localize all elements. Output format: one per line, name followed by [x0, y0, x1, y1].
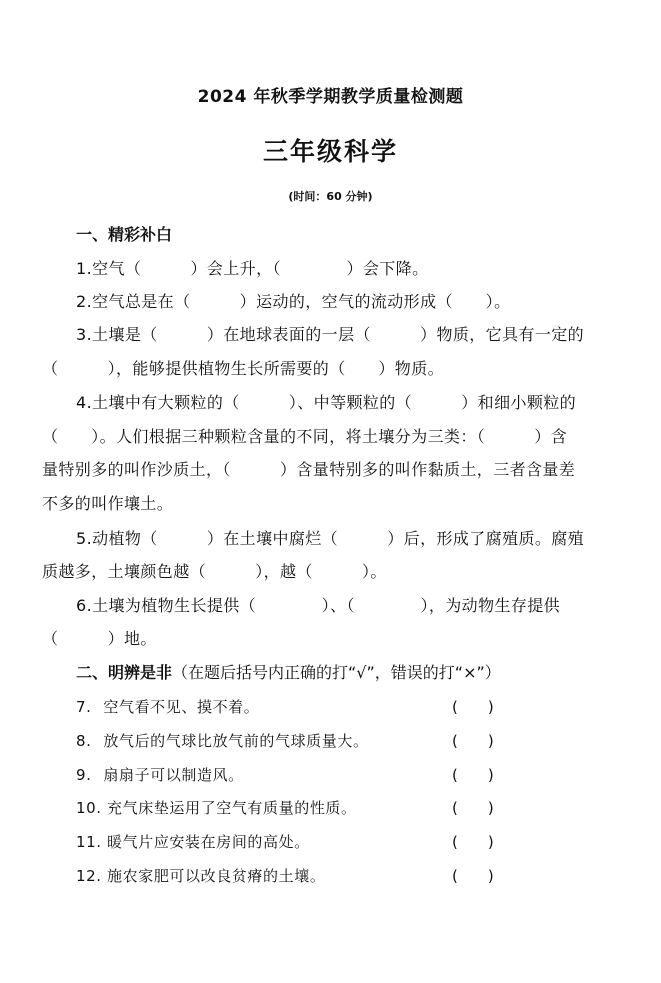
item-text: 暖气片应安装在房间的高处。: [107, 833, 310, 851]
answer-bracket-12[interactable]: ( ): [452, 867, 494, 885]
item-text: 扇扇子可以制造风。: [103, 766, 244, 784]
item-number: 12.: [76, 867, 102, 885]
section-2-heading: 二、明辨是非: [76, 663, 173, 682]
item-number: 10.: [76, 799, 102, 817]
question-1: 1.空气（ ）会上升，（ ）会下降。: [76, 259, 429, 278]
subject-title: 三年级科学: [262, 137, 398, 166]
question-5-line-1: 5.动植物（ ）在土壤中腐烂（ ）后，形成了腐殖质。腐殖: [76, 529, 585, 548]
item-number: 7.: [76, 698, 92, 716]
question-4-line-1: 4.土壤中有大颗粒的（ ）、中等颗粒的（ ）和细小颗粒的: [76, 393, 577, 412]
tf-item-11: [76, 831, 310, 852]
question-4-line-3: 量特别多的叫作沙质土，（ ）含量特别多的叫作黏质土，三者含量差: [42, 460, 576, 479]
question-4-line-2: （ ）。人们根据三种颗粒含量的不同，将土壤分为三类：（ ）含: [42, 427, 568, 446]
item-text: 空气看不见、摸不着。: [103, 698, 260, 716]
question-6-line-2: （ ）地。: [42, 629, 157, 648]
item-number: 9.: [76, 766, 92, 784]
tf-item-7: [76, 696, 259, 717]
tf-item-10: [76, 797, 357, 818]
question-6-line-1: 6.土壤为植物生长提供（ ）、（ ），为动物生存提供: [76, 596, 561, 615]
tf-item-9: [76, 764, 244, 785]
question-5-line-2: 质越多，土壤颜色越（ ），越（ ）。: [42, 562, 387, 581]
exam-title: 2024 年秋季学期教学质量检测题: [197, 87, 464, 107]
answer-bracket-11[interactable]: ( ): [452, 833, 494, 851]
question-3-line-1: 3.土壤是（ ）在地球表面的一层（ ）物质，它具有一定的: [76, 325, 585, 344]
item-number: 8.: [76, 732, 92, 750]
answer-bracket-8[interactable]: ( ): [452, 732, 494, 750]
question-2: 2.空气总是在（ ）运动的，空气的流动形成（ ）。: [76, 292, 511, 311]
item-number: 11.: [76, 833, 102, 851]
tf-item-12: [76, 865, 325, 886]
question-3-line-2: （ ），能够提供植物生长所需要的（ ）物质。: [42, 359, 445, 378]
tf-item-8: [76, 730, 369, 751]
item-text: 放气后的气球比放气前的气球质量大。: [103, 732, 369, 750]
answer-bracket-9[interactable]: ( ): [452, 766, 494, 784]
answer-bracket-10[interactable]: ( ): [452, 799, 494, 817]
exam-duration: (时间：60 分钟): [288, 190, 373, 203]
section-1-title: 一、精彩补白: [76, 225, 173, 244]
answer-bracket-7[interactable]: ( ): [452, 698, 494, 716]
item-text: 充气床垫运用了空气有质量的性质。: [107, 799, 357, 817]
section-2-instruction: （在题后括号内正确的打“√”，错误的打“×”）: [172, 663, 501, 682]
question-4-line-4: 不多的叫作壤土。: [42, 494, 174, 513]
section-2-title: [76, 660, 501, 683]
item-text: 施农家肥可以改良贫瘠的土壤。: [107, 867, 326, 885]
